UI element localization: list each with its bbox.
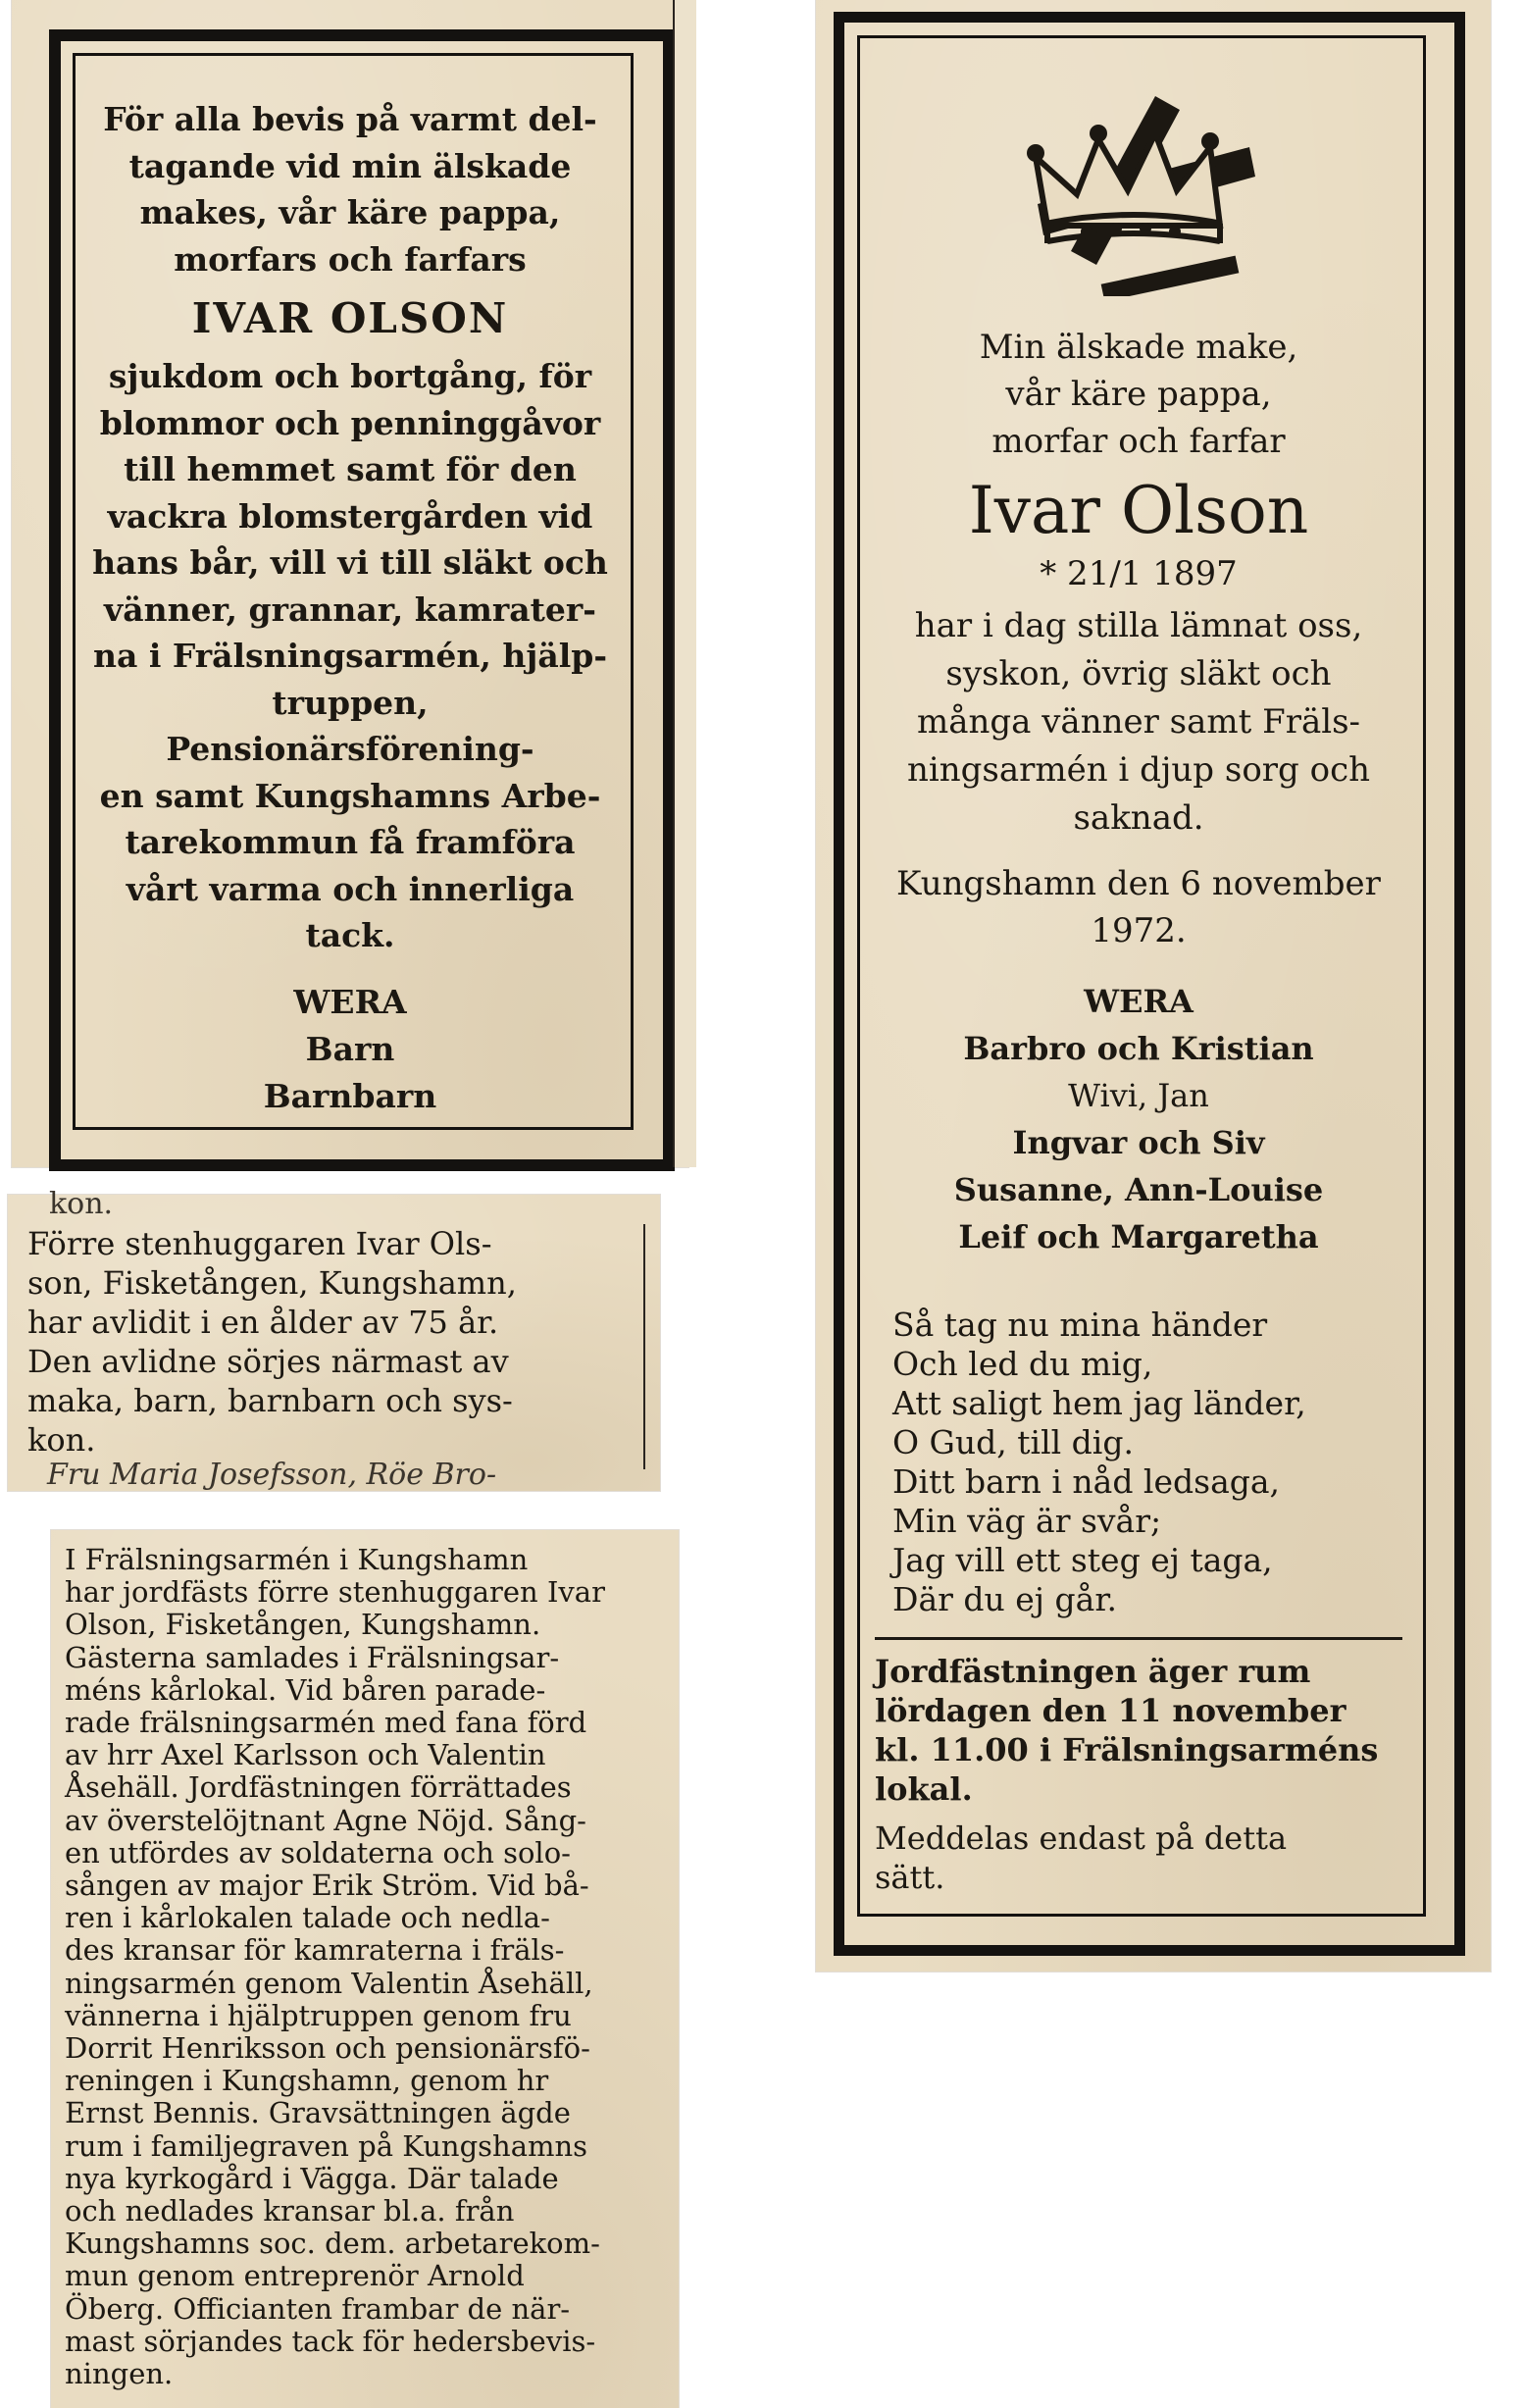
birth-date: * 21/1 1897 <box>1040 554 1238 593</box>
footer-note <box>875 1819 1402 1897</box>
deceased-name: Ivar Olson <box>968 473 1309 548</box>
mourner-name: Wivi, Jan <box>1068 1077 1209 1114</box>
thanks-body-line: vackra blomstergården vid <box>107 496 593 536</box>
report-line: och nedlades kransar bl.a. från <box>65 2194 515 2229</box>
thanks-intro-line: tagande vid min älskade <box>128 146 572 185</box>
thanks-body-line: sjukdom och bortgång, för <box>108 357 592 395</box>
thanks-notice-clipping <box>12 0 688 1167</box>
report-line: rade frälsningsarmén med fana förd <box>65 1706 587 1740</box>
news-line: kon. <box>27 1421 96 1459</box>
funeral-line: lördagen den 11 november <box>875 1692 1346 1729</box>
intro-line: vår käre pappa, <box>1005 375 1272 414</box>
death-notice-clipping <box>816 0 1491 1972</box>
intro-line: morfar och farfar <box>991 422 1286 461</box>
message-line: har i dag stilla lämnat oss, <box>914 606 1363 645</box>
message-line: syskon, övrig släkt och <box>945 654 1332 693</box>
mourner-name: WERA <box>1084 983 1194 1020</box>
report-line: mast sörjandes tack för hedersbevis- <box>65 2324 596 2358</box>
thanks-deceased-name: IVAR OLSON <box>191 294 509 342</box>
message-line: ningsarmén i djup sorg och <box>906 750 1371 790</box>
hymn-line: Och led du mig, <box>892 1345 1153 1383</box>
thanks-body-line: hans bår, vill vi till släkt och <box>92 543 608 582</box>
report-line: I Frälsningsarmén i Kungshamn <box>65 1543 529 1576</box>
funeral-report-clipping <box>51 1530 679 2408</box>
news-cut-top-text: kon. <box>49 1187 114 1221</box>
thanks-body-line: vänner, grannar, kamrater- <box>104 589 596 629</box>
thanks-body-line: en samt Kungshamns Arbe- <box>99 776 601 815</box>
thanks-signers <box>86 979 614 1120</box>
report-line: en utfördes av soldaterna och solo- <box>65 1835 571 1870</box>
thanks-intro-line: makes, vår käre pappa, <box>139 193 561 231</box>
mourner-name: Ingvar och Siv <box>1012 1124 1265 1161</box>
news-line: har avlidit i en ålder av 75 år. <box>27 1304 499 1341</box>
hymn-line: Min väg är svår; <box>892 1502 1162 1540</box>
report-line: Ernst Bennis. Gravsättningen ägde <box>65 2096 571 2130</box>
hymn-line: Att saligt hem jag länder, <box>892 1384 1306 1422</box>
report-line: ningen. <box>65 2357 174 2391</box>
thanks-body-line: truppen, Pensionärsförening- <box>166 683 534 768</box>
report-line: ren i kårlokalen talade och nedla- <box>65 1901 550 1935</box>
footer-line: Meddelas endast på detta <box>875 1819 1288 1857</box>
news-line: Förre stenhuggaren Ivar Ols- <box>27 1225 492 1262</box>
place-line: Kungshamn den 6 november <box>896 864 1381 903</box>
mourner-name: Barbro och Kristian <box>963 1030 1314 1067</box>
report-line: ningsarmén genom Valentin Åsehäll, <box>65 1966 593 2000</box>
report-line: av överstelöjtnant Agne Nöjd. Sång- <box>65 1803 586 1837</box>
report-line: nya kyrkogård i Vägga. Där talade <box>65 2161 559 2195</box>
news-line: maka, barn, barnbarn och sys- <box>27 1382 513 1419</box>
funeral-line: kl. 11.00 i Frälsningsarméns <box>875 1731 1379 1768</box>
message-line: många vänner samt Fräls- <box>916 702 1361 742</box>
signer-name: WERA <box>293 982 407 1021</box>
thanks-intro-line: För alla bevis på varmt del- <box>103 100 597 138</box>
signer-name: Barnbarn <box>263 1076 437 1115</box>
mourner-name: Leif och Margaretha <box>958 1218 1319 1255</box>
mourner-name: Susanne, Ann-Louise <box>953 1171 1324 1208</box>
report-line: reningen i Kungshamn, genom hr <box>65 2064 549 2098</box>
report-line: Olson, Fisketången, Kungshamn. <box>65 1608 541 1642</box>
report-line: Öberg. Officianten frambar de när- <box>65 2291 571 2326</box>
intro-line: Min älskade make, <box>979 328 1298 367</box>
adjacent-column-edge <box>673 0 696 1167</box>
funeral-report-body <box>65 1544 665 2390</box>
report-line: Dorrit Henriksson och pensionärsfö- <box>65 2031 590 2066</box>
thanks-body-line: till hemmet samt för den <box>124 450 577 488</box>
footer-line: sätt. <box>875 1859 945 1896</box>
thanks-intro-line: morfars och farfars <box>174 239 527 279</box>
report-line: des kransar för kamraterna i fräls- <box>65 1933 565 1968</box>
thanks-body-line: vårt varma och innerliga <box>126 869 575 908</box>
hymn-line: Ditt barn i nåd ledsaga, <box>892 1462 1281 1501</box>
funeral-line: lokal. <box>875 1770 973 1808</box>
death-message <box>875 602 1402 843</box>
report-line: vännerna i hjälptruppen genom fru <box>65 1998 572 2032</box>
hymn-line: Jag vill ett steg ej taga, <box>892 1541 1273 1579</box>
funeral-info <box>875 1652 1402 1809</box>
report-line: har jordfästs förre stenhuggaren Ivar <box>65 1575 605 1610</box>
report-line: rum i familjegraven på Kungshamns <box>65 2128 588 2163</box>
thanks-body-line: tarekommun få framföra <box>125 823 576 861</box>
thanks-notice-body <box>86 96 614 1120</box>
news-cut-bottom-text: Fru Maria Josefsson, Röe Bro- <box>47 1458 497 1492</box>
report-line: av hrr Axel Karlsson och Valentin <box>65 1738 546 1772</box>
thanks-body-line: na i Frälsningsarmén, hjälp- <box>92 637 608 675</box>
hymn-line: Där du ej går. <box>892 1580 1117 1618</box>
report-line: sången av major Erik Ström. Vid bå- <box>65 1869 589 1903</box>
signer-name: Barn <box>305 1029 395 1068</box>
crown-cross-icon <box>1008 88 1265 296</box>
news-item-clipping <box>8 1187 660 1492</box>
funeral-line: Jordfästningen äger rum <box>875 1653 1311 1690</box>
message-line: saknad. <box>1073 798 1204 838</box>
hymn-line: Så tag nu mina händer <box>892 1306 1268 1344</box>
report-line: Åsehäll. Jordfästningen förrättades <box>65 1770 572 1805</box>
column-rule <box>643 1224 645 1469</box>
hymn-verse <box>892 1306 1402 1619</box>
news-item-body <box>27 1224 626 1460</box>
place-line: 1972. <box>1091 911 1187 950</box>
thanks-body-line: tack. <box>305 916 395 954</box>
divider <box>875 1637 1402 1640</box>
thanks-body-line: blommor och penninggåvor <box>99 403 601 442</box>
place-and-date <box>875 860 1402 954</box>
report-line: mun genom entreprenör Arnold <box>65 2259 525 2293</box>
hymn-line: O Gud, till dig. <box>892 1423 1134 1461</box>
news-line: Den avlidne sörjes närmast av <box>27 1343 509 1380</box>
death-intro <box>875 324 1402 465</box>
death-notice-body <box>875 324 1402 1897</box>
report-line: Kungshamns soc. dem. arbetarekom- <box>65 2227 600 2261</box>
report-line: Gästerna samlades i Frälsningsar- <box>65 1640 560 1674</box>
mourners-list <box>875 978 1402 1260</box>
news-line: son, Fisketången, Kungshamn, <box>27 1264 517 1302</box>
report-line: méns kårlokal. Vid båren parade- <box>65 1672 546 1707</box>
